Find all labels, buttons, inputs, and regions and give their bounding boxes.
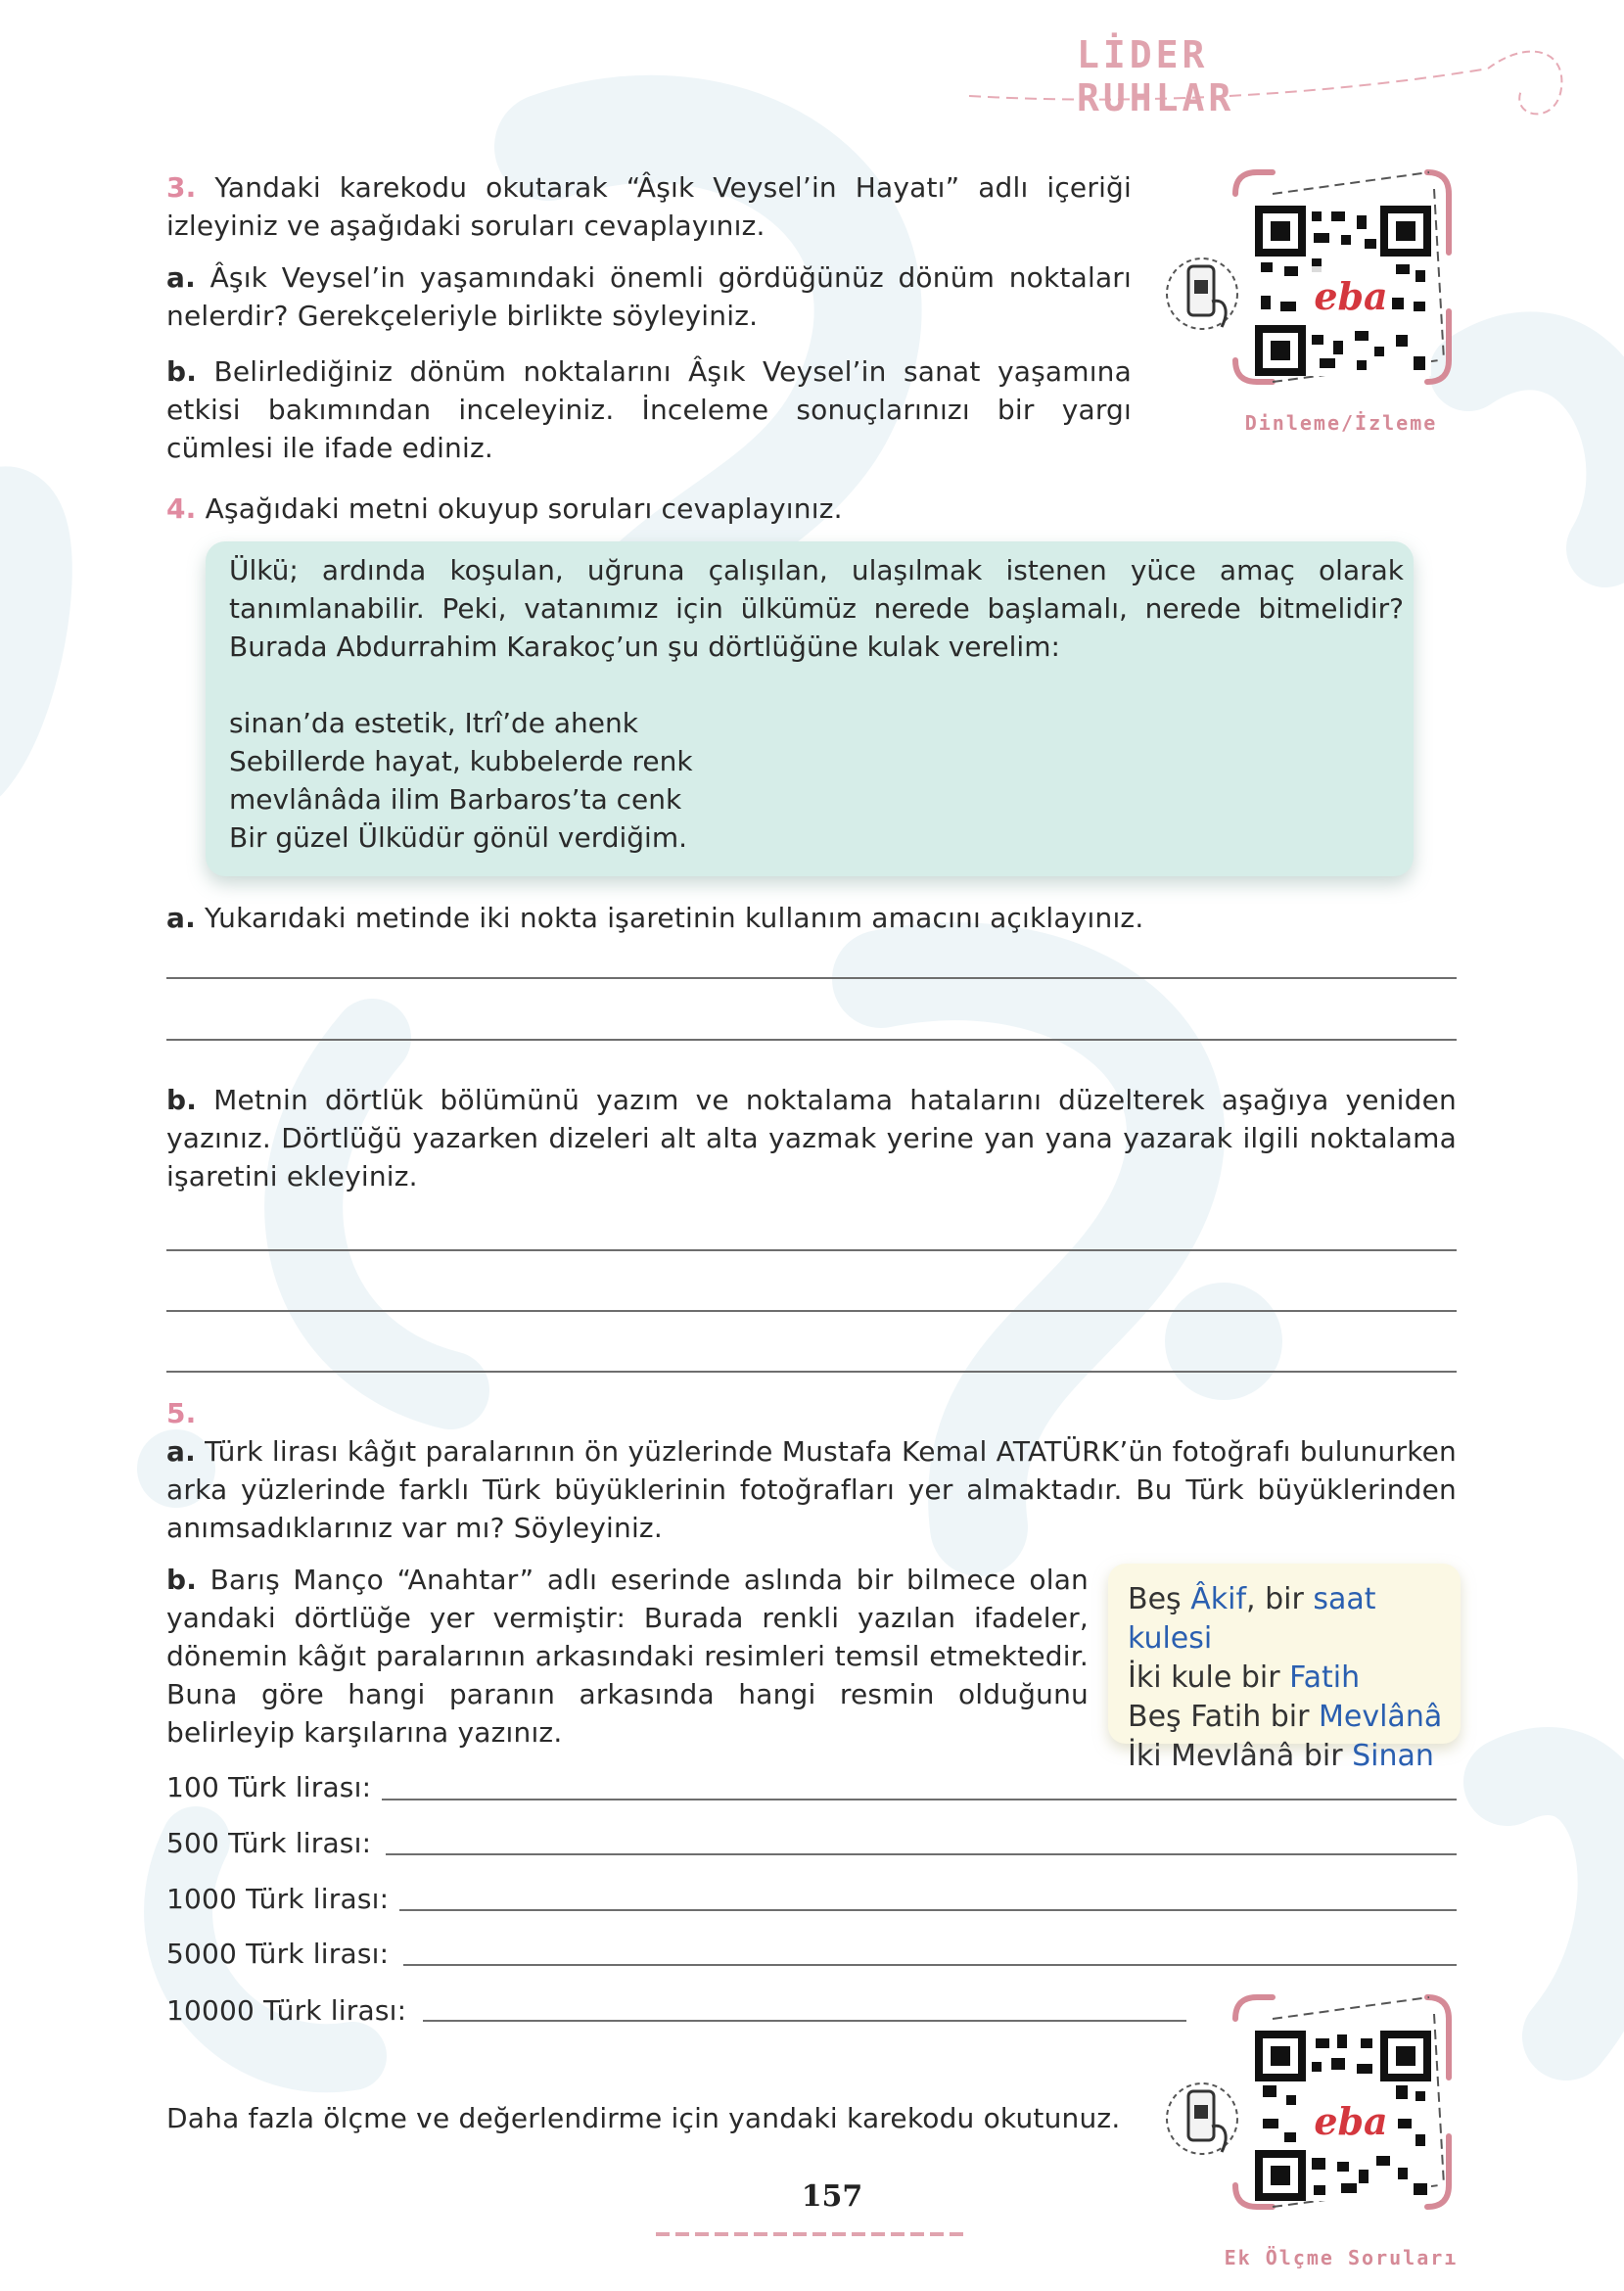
riddle-highlight: Mevlânâ [1319, 1700, 1443, 1734]
answer-line[interactable] [166, 1039, 1457, 1041]
q5-number-row [166, 1394, 225, 1432]
riddle-text: Beş Fatih bir [1128, 1700, 1319, 1734]
more-assessment-text: Daha fazla ölçme ve değerlendirme için yandaki karekodu okutunuz. [166, 2102, 1121, 2134]
q5-b-label: b. [166, 1564, 198, 1596]
q4-a-label: a. [166, 902, 196, 934]
riddle-highlight: Sinan [1352, 1739, 1434, 1773]
fill-line-5000[interactable] [403, 1964, 1457, 1966]
riddle-highlight: Âkif [1190, 1582, 1247, 1616]
qr-frame-icon [1165, 164, 1468, 419]
q4-b-label: b. [166, 1084, 198, 1116]
riddle-line-2 [1128, 1659, 1461, 1698]
q4-intro-text: Aşağıdaki metni okuyup soruları cevaplayınız. [205, 492, 843, 525]
quote-content [229, 551, 1404, 857]
q3-b-text: Belirlediğiniz dönüm noktalarını Âşık Veysel’in sanat yaşamına etkisi bakımından inceleyiniz. İnceleme sonuçlarınızı bir yargı cümlesi ile ifade ediniz. [166, 355, 1132, 464]
fill-label-500: 500 Türk lirası: [166, 1827, 372, 1859]
q3-intro-text: Yandaki karekodu okutarak “Âşık Veysel’in Hayatı” adlı içeriği izleyiniz ve aşağıdaki soruları cevaplayınız. [166, 171, 1132, 242]
q3-b [166, 352, 1132, 467]
quote-poem-line: mevlânâda ilim Barbaros’ta cenk [229, 783, 682, 816]
header-title: LİDER RUHLAR [1077, 33, 1235, 119]
riddle-line-1 [1128, 1580, 1461, 1659]
riddle-poem [1128, 1580, 1461, 1776]
quote-prose: Ülkü; ardında koşulan, uğruna çalışılan, ulaşılmak istenen yüce amaç olarak tanımlanabilir. Peki, vatanımız için ülkümüz nerede başlamalı, nerede bitmelidir? Burada Abdurrahim Karakoç’un şu dörtlüğüne kulak verelim: [229, 554, 1404, 663]
q4-b [166, 1081, 1457, 1195]
q5-a [166, 1432, 1457, 1547]
fill-line-100[interactable] [382, 1799, 1457, 1800]
q3-number: 3. [166, 171, 197, 204]
quote-poem-line: Sebillerde hayat, kubbelerde renk [229, 745, 693, 777]
quote-poem-line: Bir güzel Ülküdür gönül verdiğim. [229, 821, 688, 854]
answer-line[interactable] [166, 1249, 1457, 1251]
answer-line[interactable] [166, 1371, 1457, 1373]
qr-label-dinleme: Dinleme/İzleme [1244, 411, 1438, 435]
riddle-text: Beş [1128, 1582, 1191, 1616]
q5-a-label: a. [166, 1435, 196, 1468]
answer-line[interactable] [166, 1310, 1457, 1312]
riddle-highlight: saat kulesi [1128, 1582, 1376, 1656]
q5-b [166, 1561, 1089, 1752]
fill-line-1000[interactable] [399, 1909, 1457, 1911]
q4-a [166, 899, 1459, 937]
riddle-text: , bir [1246, 1582, 1314, 1616]
fill-line-500[interactable] [386, 1853, 1457, 1855]
fill-label-5000: 5000 Türk lirası: [166, 1938, 390, 1970]
qr-frame-icon [1165, 1989, 1468, 2244]
q4-number: 4. [166, 492, 197, 525]
riddle-text: İki kule bir [1128, 1660, 1290, 1695]
riddle-text: İki Mevlânâ bir [1128, 1739, 1353, 1773]
q3-a [166, 258, 1132, 335]
fill-label-10000: 10000 Türk lirası: [166, 1994, 407, 2027]
page-number: 157 [801, 2179, 863, 2214]
q4-a-text: Yukarıdaki metinde iki nokta işaretinin kullanım amacını açıklayınız. [205, 902, 1144, 934]
fill-label-100: 100 Türk lirası: [166, 1771, 372, 1803]
fill-line-10000[interactable] [423, 2020, 1186, 2022]
q3-a-label: a. [166, 261, 196, 294]
q5-number: 5. [166, 1397, 197, 1429]
q4-intro [166, 490, 1439, 528]
riddle-highlight: Fatih [1289, 1660, 1361, 1695]
riddle-line-4 [1128, 1737, 1461, 1776]
quote-poem-line: sinan’da estetik, Itrî’de ahenk [229, 707, 638, 739]
q3-intro [166, 168, 1132, 245]
eba-logo-text: eba [1314, 274, 1388, 318]
eba-logo-text: eba [1314, 2099, 1388, 2143]
qr-label-ek-olcme: Ek Ölçme Soruları [1224, 2246, 1459, 2269]
riddle-line-3 [1128, 1698, 1461, 1737]
qr-code-dinleme[interactable] [1165, 164, 1468, 448]
q5-b-text: Barış Manço “Anahtar” adlı eserinde aslında bir bilmece olan yandaki dörtlüğe yer vermiştir: Burada renkli yazılan ifadeler, dönemin kâğıt paralarının arkasındaki resimleri temsil etmektedir. Buna göre hangi paranın arkasında hangi resmin olduğunu belirleyip karşılarına yazınız. [166, 1564, 1089, 1749]
q3-b-label: b. [166, 355, 198, 388]
q4-b-text: Metnin dörtlük bölümünü yazım ve noktalama hatalarını düzelterek aşağıya yeniden yazınız. Dörtlüğü yazarken dizeleri alt alta yazmak yerine yan yana yazarak ilgili noktalama işaretini ekleyiniz. [166, 1084, 1457, 1192]
q5-a-text: Türk lirası kâğıt paralarının ön yüzlerinde Mustafa Kemal ATATÜRK’ün fotoğrafı bulunurken arka yüzlerinde farklı Türk büyüklerinin fotoğrafları yer almaktadır. Bu Türk büyüklerinden anımsadıklarınız var mı? Söyleyiniz. [166, 1435, 1457, 1544]
fill-label-1000: 1000 Türk lirası: [166, 1883, 390, 1915]
answer-line[interactable] [166, 977, 1457, 979]
q3-a-text: Âşık Veysel’in yaşamındaki önemli gördüğünüz dönüm noktaları nelerdir? Gerekçeleriyle birlikte söyleyiniz. [166, 261, 1132, 332]
qr-code-ek-olcme[interactable] [1165, 1989, 1468, 2283]
